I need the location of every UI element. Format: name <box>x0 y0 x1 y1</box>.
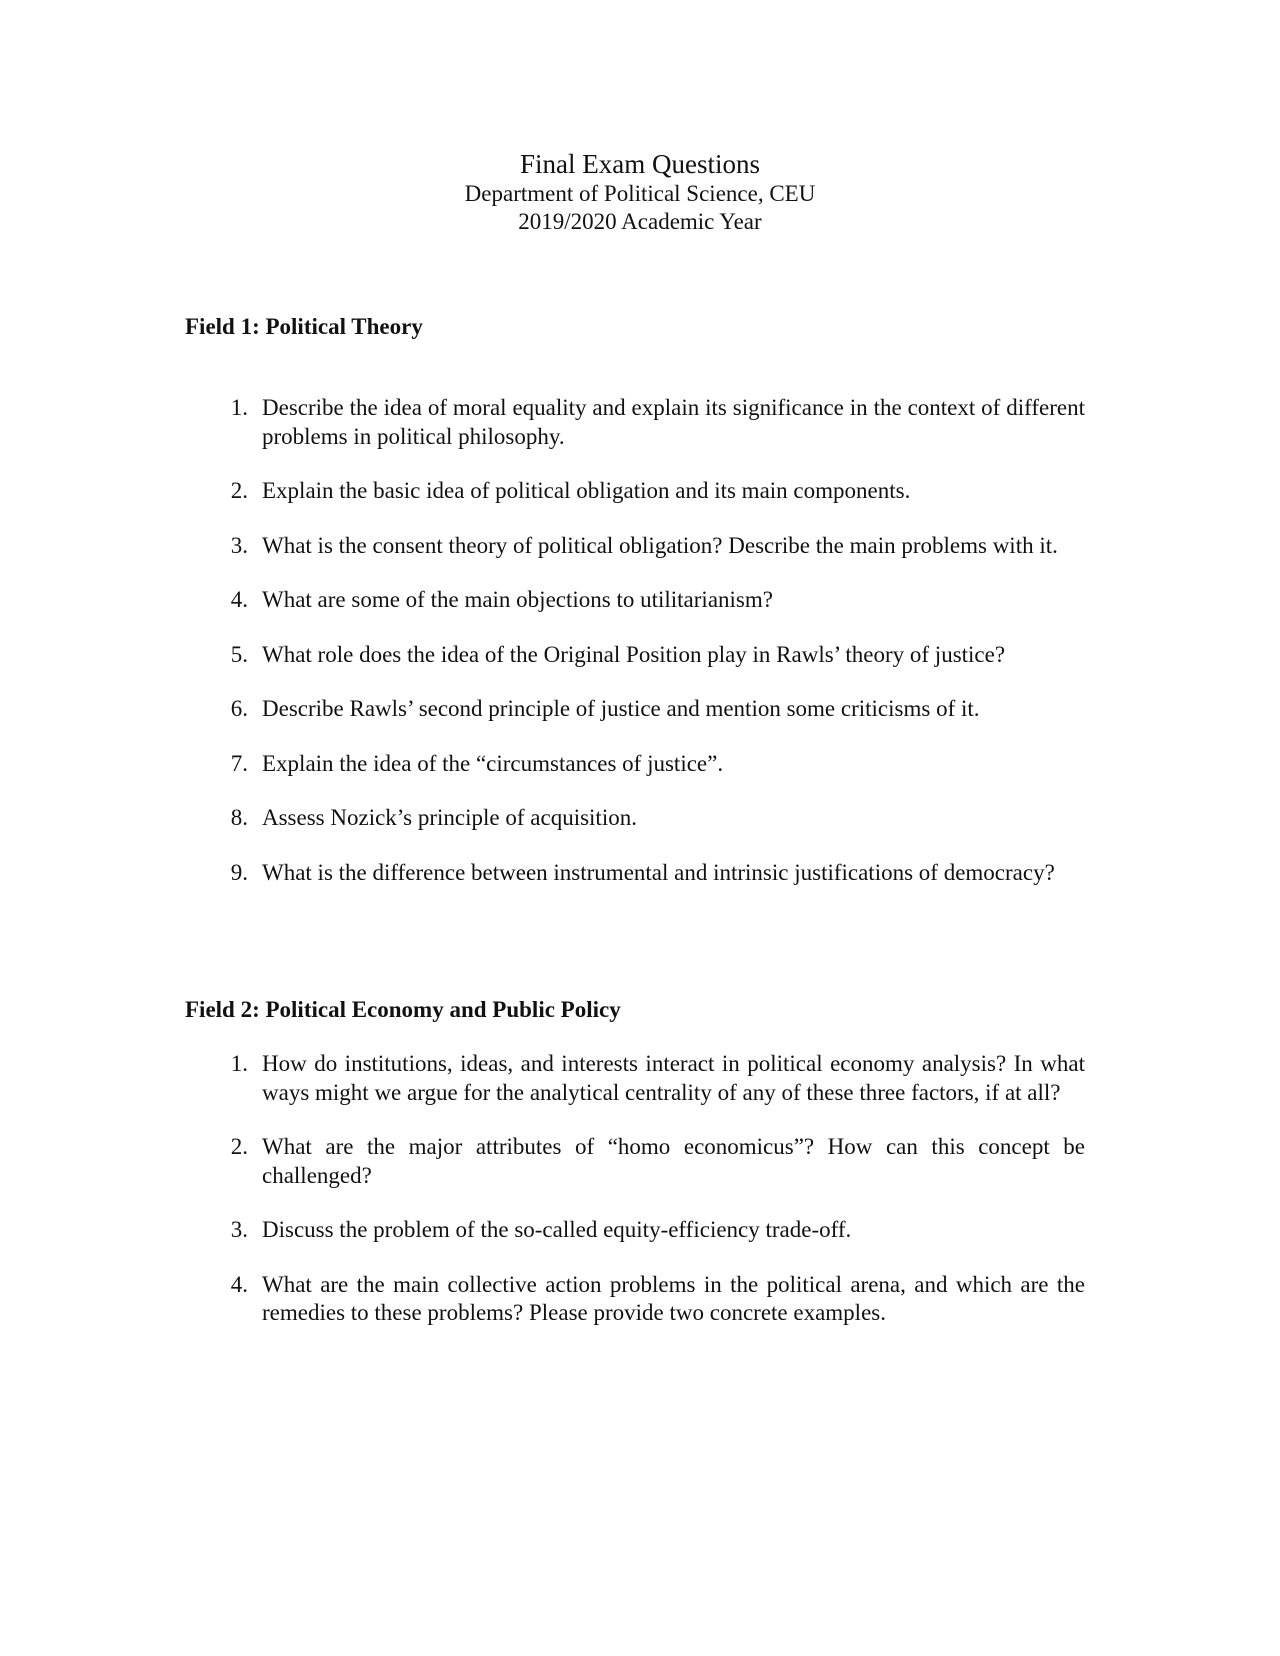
question-number: 2. <box>230 1134 248 1159</box>
question-text: What are the main collective action problems in the political arena, and which are the remedies to these problems? Please provide two concrete examples. <box>262 1271 1085 1325</box>
question-item <box>215 1216 1085 1245</box>
question-text: Assess Nozick’s principle of acquisition. <box>262 805 637 830</box>
question-number: 8. <box>230 805 248 830</box>
question-text: What role does the idea of the Original Position play in Rawls’ theory of justice? <box>262 641 1006 667</box>
question-item <box>215 641 1085 670</box>
question-item <box>215 695 1085 724</box>
question-item <box>215 1271 1085 1328</box>
question-item <box>215 1133 1085 1190</box>
question-text: What is the consent theory of political obligation? Describe the main problems with it. <box>262 532 1058 558</box>
question-text: What are the major attributes of “homo economicus”? How can this concept be challenged? <box>262 1134 1085 1188</box>
field-1-heading: Field 1: Political Theory <box>185 314 423 339</box>
academic-year: 2019/2020 Academic Year <box>518 209 762 234</box>
question-text: What is the difference between instrumental and intrinsic justifications of democracy? <box>262 859 1055 885</box>
question-number: 3. <box>230 1217 248 1242</box>
question-text: Describe the idea of moral equality and explain its significance in the context of different problems in political philosophy. <box>262 395 1085 449</box>
question-number: 6. <box>230 696 248 721</box>
field-2-heading: Field 2: Political Economy and Public Policy <box>185 997 621 1022</box>
question-item <box>215 586 1085 615</box>
question-number: 9. <box>230 859 248 885</box>
question-number: 1. <box>230 1051 248 1076</box>
question-item <box>215 859 1085 888</box>
field-2-question-list <box>215 1050 1085 1328</box>
question-item <box>215 394 1085 451</box>
question-number: 1. <box>230 395 248 420</box>
document-header <box>0 148 1280 236</box>
question-number: 4. <box>230 587 248 612</box>
question-text: Explain the basic idea of political obligation and its main components. <box>262 478 911 503</box>
field-1-question-list <box>215 394 1085 887</box>
question-item <box>215 477 1085 506</box>
question-number: 3. <box>230 532 248 558</box>
question-item <box>215 1050 1085 1107</box>
field-2-section <box>185 996 1085 1024</box>
question-item <box>215 532 1085 561</box>
question-number: 7. <box>230 750 248 776</box>
question-number: 5. <box>230 641 248 667</box>
question-text: Explain the idea of the “circumstances of justice”. <box>262 750 724 776</box>
department-name: Department of Political Science, CEU <box>464 181 816 206</box>
question-item <box>215 750 1085 779</box>
question-text: What are some of the main objections to utilitarianism? <box>262 587 773 612</box>
field-1-section <box>185 313 1085 341</box>
question-text: Describe Rawls’ second principle of justice and mention some criticisms of it. <box>262 696 980 721</box>
question-text: Discuss the problem of the so-called equity-efficiency trade-off. <box>262 1217 852 1242</box>
question-item <box>215 804 1085 833</box>
document-title: Final Exam Questions <box>520 149 760 179</box>
question-text: How do institutions, ideas, and interests interact in political economy analysis? In what ways might we argue for the analytical centrality of any of these three factors, if at all? <box>262 1051 1085 1105</box>
question-number: 4. <box>230 1271 248 1297</box>
question-number: 2. <box>230 478 248 503</box>
